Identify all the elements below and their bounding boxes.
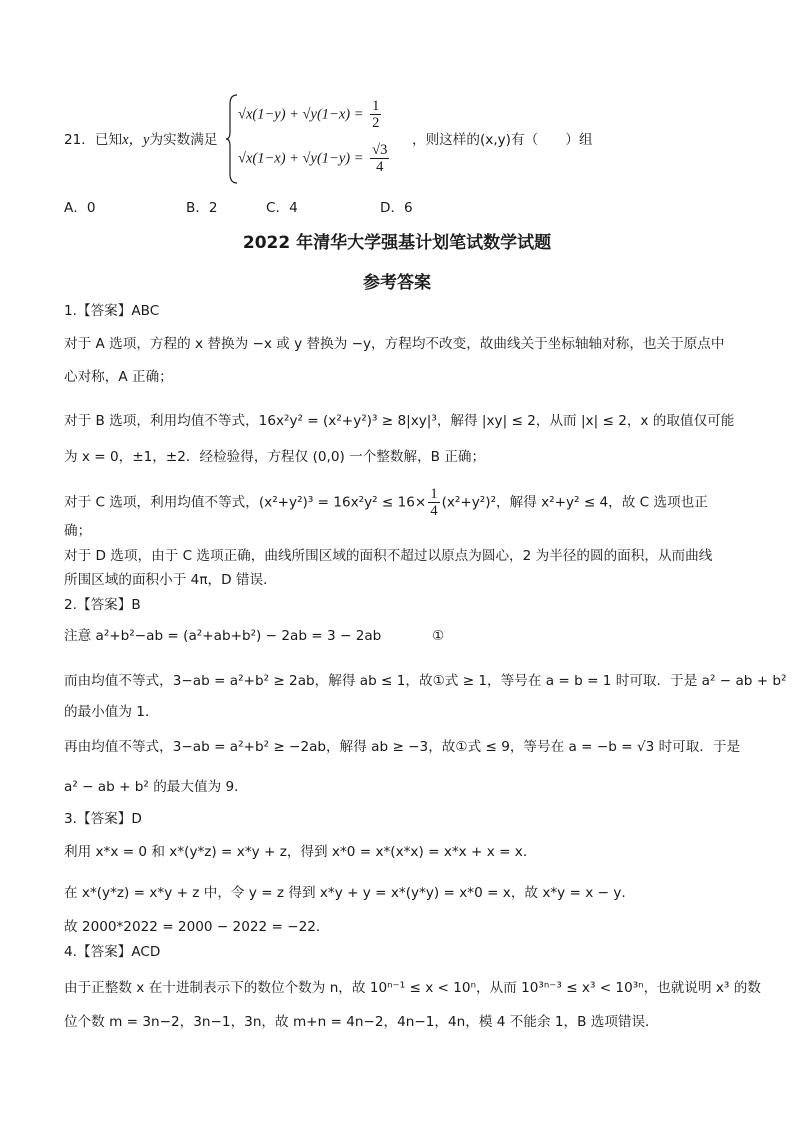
- q21-equation-2: √x(1−x) + √y(1−y) = $\frac{√3}{4}$: [238, 142, 388, 175]
- q21-eq1-fraction: $\frac{1}{2}$: [372, 98, 380, 131]
- q21-eq2-fraction: $\frac{√3}{4}$: [372, 142, 388, 175]
- answer-2-line: 注意 a²+b²−ab = (a²+ab+b²) − 2ab = 3 − 2ab: [64, 628, 382, 644]
- answer-1-line: 所围区域的面积小于 4π，D 错误．: [64, 572, 277, 588]
- answer-2-line: 再由均值不等式，3−ab = a²+b² ≥ −2ab，解得 ab ≥ −3，故①式 ≤ 9，等号在 a = −b = √3 时可取．于是: [64, 739, 741, 755]
- q21-stem: 21．已知x，y为实数满足: [64, 132, 218, 148]
- equation-marker: ①: [432, 628, 445, 644]
- answer-1-line: 对于 D 选项，由于 C 选项正确，曲线所围区域的面积不超过以原点为圆心，2 为半径的圆的面积，从而曲线: [64, 548, 713, 564]
- answer-3-line: 故 2000*2022 = 2000 − 2022 = −22．: [64, 919, 330, 935]
- page-subtitle: 参考答案: [363, 273, 431, 293]
- answer-1-line: 对于 B 选项，利用均值不等式，16x²y² = (x²+y²)³ ≥ 8|xy|³，解得 |xy| ≤ 2，从而 |x| ≤ 2，x 的取值仅可能: [64, 413, 735, 429]
- q21-option-b: B．2: [186, 200, 218, 216]
- answer-2-line: 而由均值不等式，3−ab = a²+b² ≥ 2ab，解得 ab ≤ 1，故①式 ≥ 1，等号在 a = b = 1 时可取．于是 a² − ab + b²: [64, 673, 787, 689]
- answer-1-line: 心对称，A 正确；: [64, 369, 173, 385]
- q21-tail: ，则这样的(x,y)有（ ）组: [412, 132, 593, 148]
- page-title: 2022 年清华大学强基计划笔试数学试题: [242, 233, 552, 253]
- quarter-fraction: $\frac{1}{4}$: [430, 486, 438, 519]
- answer-4-line: 由于正整数 x 在十进制表示下的数位个数为 n，故 10ⁿ⁻¹ ≤ x < 10ⁿ，从而 10³ⁿ⁻³ ≤ x³ < 10³ⁿ，也就说明 x³ 的数: [64, 980, 761, 996]
- answer-4-heading: 4.【答案】ACD: [64, 944, 161, 960]
- answer-3-line: 在 x*(y*z) = x*y + z 中，令 y = z 得到 x*y + y = x*(y*y) = x*0 = x，故 x*y = x − y．: [64, 885, 635, 901]
- answer-1-line: 对于 C 选项，利用均值不等式，(x²+y²)³ = 16x²y² ≤ 16× $\frac{1}{4}$ (x²+y²)²，解得 x²+y² ≤ 4，故 C 选项也正: [64, 486, 708, 519]
- q21-equation-1: √x(1−y) + √y(1−x) = $\frac{1}{2}$: [238, 98, 380, 131]
- answer-1-line: 对于 A 选项，方程的 x 替换为 −x 或 y 替换为 −y，方程均不改变，故曲线关于坐标轴轴对称，也关于原点中: [64, 336, 725, 352]
- answer-2-line: a² − ab + b² 的最大值为 9．: [64, 779, 248, 795]
- q21-option-c: C．4: [266, 200, 298, 216]
- answer-2-line: 的最小值为 1．: [64, 704, 159, 720]
- answer-2-heading: 2.【答案】B: [64, 597, 141, 613]
- answer-3-line: 利用 x*x = 0 和 x*(y*z) = x*y + z，得到 x*0 = x*(x*x) = x*x + x = x．: [64, 844, 537, 860]
- answer-1-heading: 1.【答案】ABC: [64, 303, 160, 319]
- q21-option-a: A．0: [64, 200, 96, 216]
- system-brace-icon: [226, 94, 238, 184]
- answer-3-heading: 3.【答案】D: [64, 811, 142, 827]
- q21-option-d: D．6: [380, 200, 413, 216]
- answer-1-line: 为 x = 0，±1，±2．经检验得，方程仅 (0,0) 一个整数解，B 正确；: [64, 449, 486, 465]
- answer-4-line: 位个数 m = 3n−2，3n−1，3n，故 m+n = 4n−2，4n−1，4n，模 4 不能余 1，B 选项错误．: [64, 1014, 659, 1030]
- answer-1-line: 确；: [64, 523, 92, 539]
